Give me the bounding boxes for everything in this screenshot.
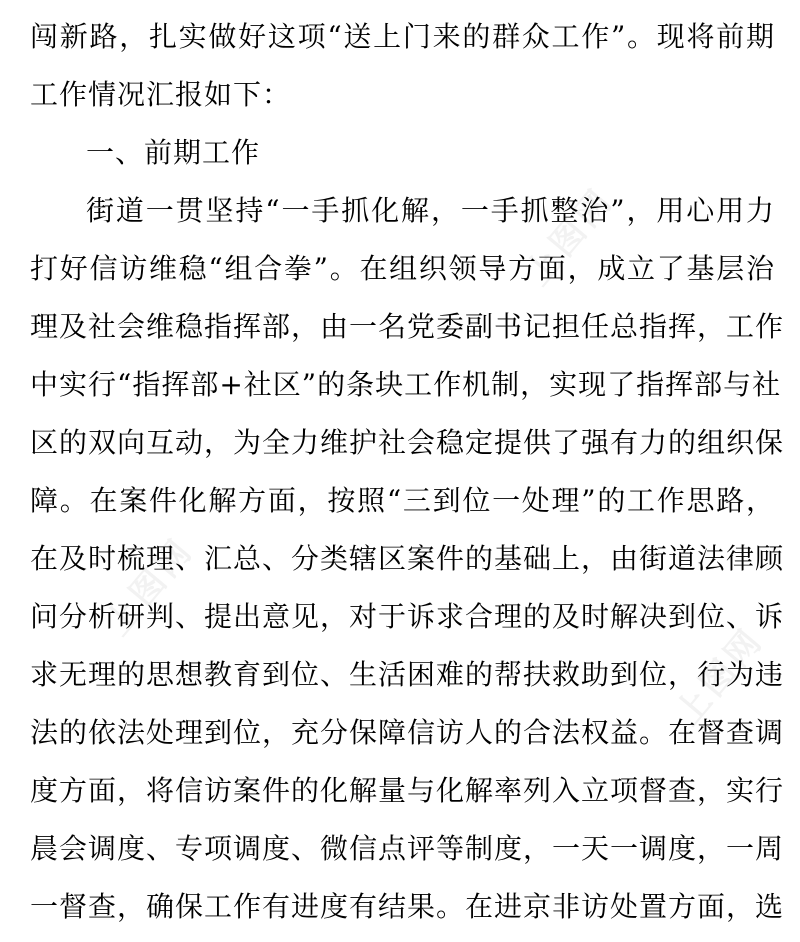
text-line: 街道一贯坚持“一手抓化解，一手抓整治”，用心用力 bbox=[86, 194, 775, 227]
text-line: 工作情况汇报如下： bbox=[30, 78, 292, 111]
text-line: 度方面，将信访案件的化解量与化解率列入立项督查，实行 bbox=[30, 774, 785, 807]
text-line: 晨会调度、专项调度、微信点评等制度，一天一调度，一周 bbox=[30, 832, 785, 865]
body-text bbox=[30, 14, 785, 942]
text-line: 在及时梳理、汇总、分类辖区案件的基础上，由街道法律顾 bbox=[30, 542, 785, 575]
text-line: 理及社会维稳指挥部，由一名党委副书记担任总指挥，工作 bbox=[30, 310, 785, 343]
text-line: 法的依法处理到位，充分保障信访人的合法权益。在督查调 bbox=[30, 716, 785, 749]
text-line: 一督查，确保工作有进度有结果。在进京非访处置方面，选 bbox=[30, 890, 785, 923]
text-line: 区的双向互动，为全力维护社会稳定提供了强有力的组织保 bbox=[30, 426, 785, 459]
text-line: 中实行“指挥部+社区”的条块工作机制，实现了指挥部与社 bbox=[30, 368, 782, 401]
watermark: 上图网 bbox=[517, 180, 622, 294]
text-line: 闯新路，扎实做好这项“送上门来的群众工作”。现将前期 bbox=[30, 20, 775, 53]
watermark: 上图网 bbox=[667, 620, 772, 734]
text-line: 求无理的思想教育到位、生活困难的帮扶救助到位，行为违 bbox=[30, 658, 785, 691]
text-line: 障。在案件化解方面，按照“三到位一处理”的工作思路， bbox=[30, 484, 775, 517]
text-line: 打好信访维稳“组合拳”。在组织领导方面，成立了基层治 bbox=[30, 252, 775, 285]
text-line: 问分析研判、提出意见，对于诉求合理的及时解决到位、诉 bbox=[30, 600, 785, 633]
watermark: 上图网 bbox=[97, 530, 202, 644]
section-heading: 一、前期工作 bbox=[86, 136, 261, 169]
